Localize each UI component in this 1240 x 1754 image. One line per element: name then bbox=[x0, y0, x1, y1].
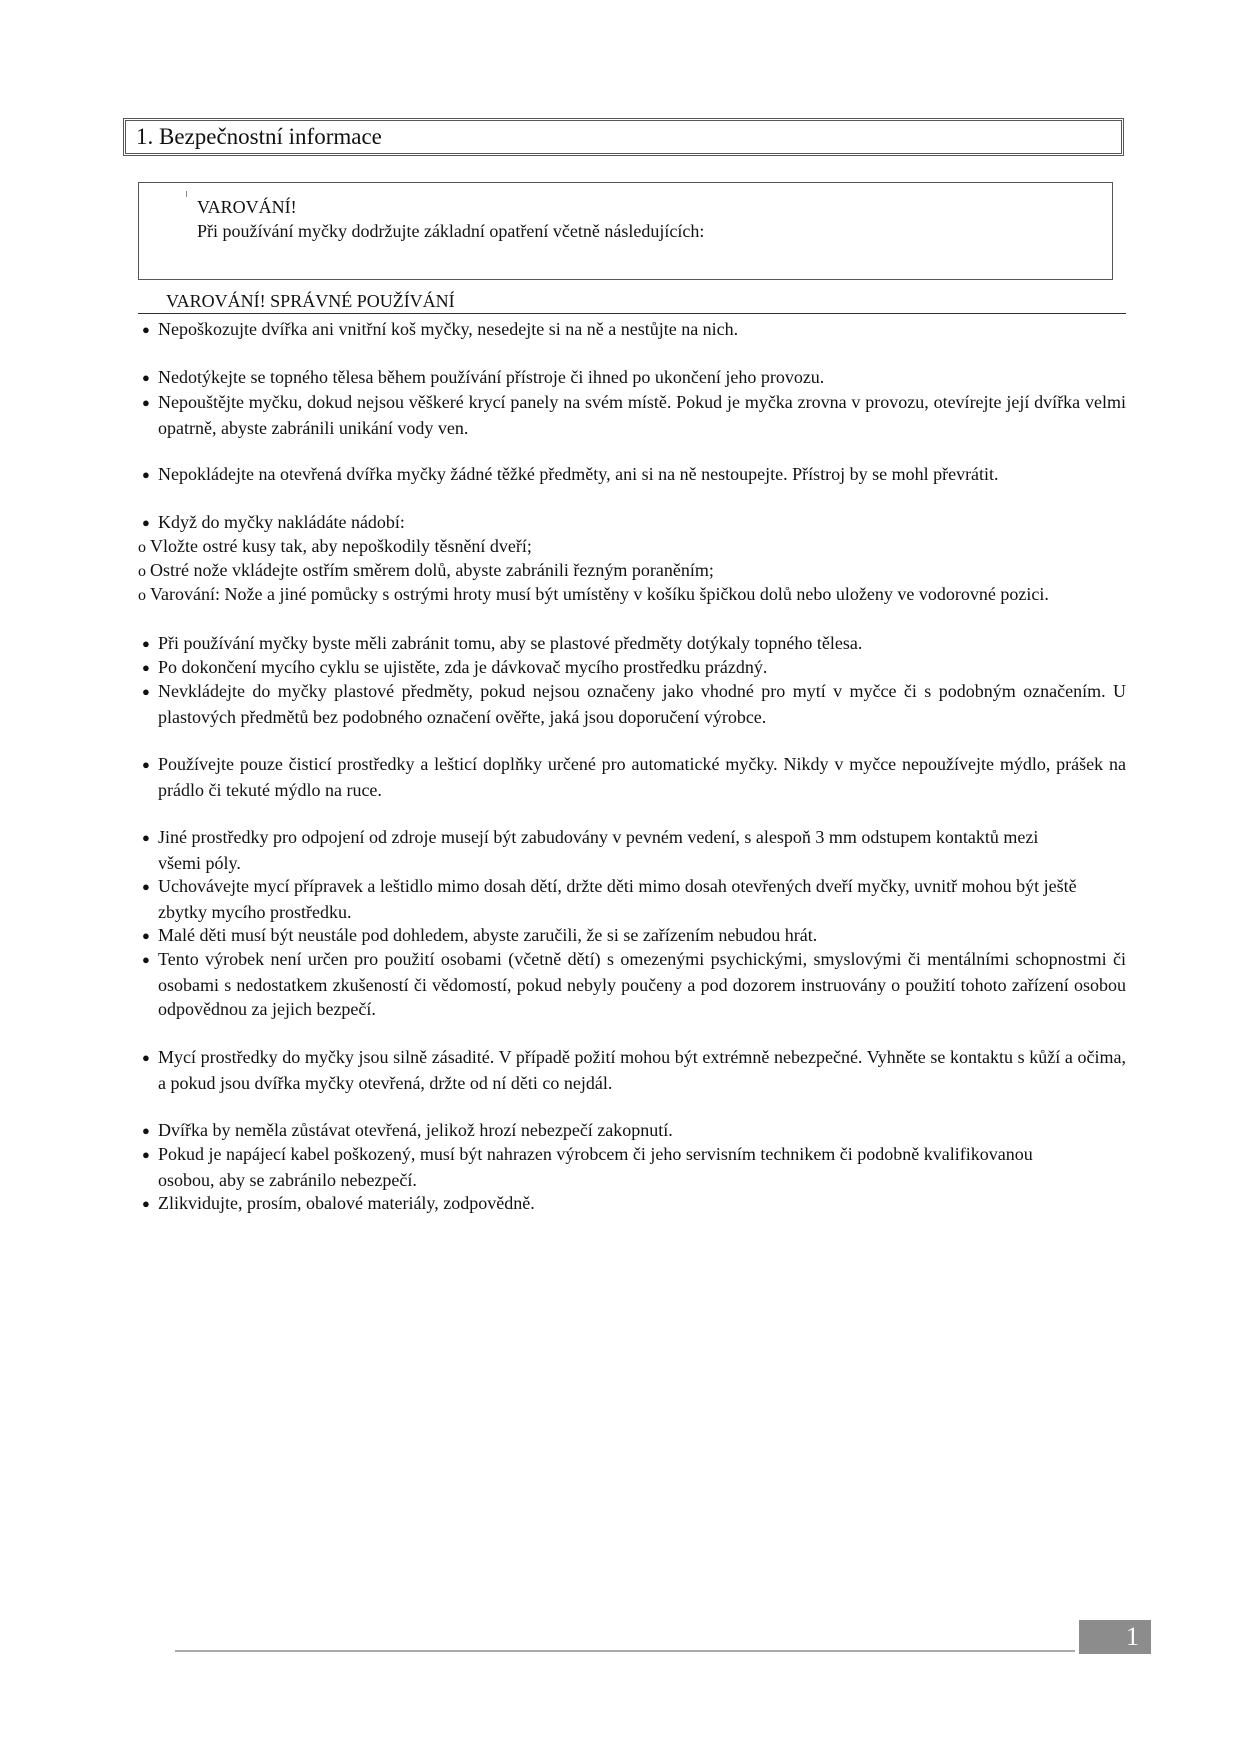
list-item: ● Pokud je napájecí kabel poškozený, musí být nahrazen výrobcem či jeho servisním technikem či podobně kvalifikovanou osobou, aby se zabránilo nebezpečí. bbox=[142, 1144, 1033, 1190]
heading-rule bbox=[138, 313, 1126, 314]
list-item: ● Jiné prostředky pro odpojení od zdroje musejí být zabudovány v pevném vedení, s alespoň 3 mm odstupem kontaktů mezi všemi póly. bbox=[142, 827, 1039, 873]
circle-bullet-icon: o bbox=[138, 587, 146, 604]
list-item: ● Nepoškozujte dvířka ani vnitřní koš myčky, nesedejte si na ně a nestůjte na nich. bbox=[142, 317, 1126, 343]
list-item: ● Dvířka by neměla zůstávat otevřená, jelikož hrozí nebezpečí zakopnutí. bbox=[142, 1118, 1126, 1144]
list-item: ● Zlikvidujte, prosím, obalové materiály, zodpovědně. bbox=[142, 1191, 1126, 1217]
sub-list-item: o Varování: Nože a jiné pomůcky s ostrými hroty musí být umístěny v košíku špičkou dolů nebo uloženy ve vodorovné pozici. bbox=[138, 582, 1063, 609]
list-item: ● Když do myčky nakládáte nádobí: bbox=[142, 510, 1126, 536]
bullet-icon: ● bbox=[142, 1196, 150, 1211]
list-item: ● Nepouštějte myčku, dokud nejsou věškeré krycí panely na svém místě. Pokud je myčka zrovna v provozu, otevírejte její dvířka velmi opatrně, abyste zabránili unikání vody ven. bbox=[142, 392, 1126, 438]
circle-bullet-icon: o bbox=[138, 563, 146, 580]
bullet-icon: ● bbox=[142, 1123, 150, 1138]
bullet-icon: ● bbox=[142, 660, 150, 675]
list-item: ● Nepokládejte na otevřená dvířka myčky žádné těžké předměty, ani si na ně nestoupejte. Přístroj by se mohl převrátit. bbox=[142, 462, 1072, 488]
list-item: ● Uchovávejte mycí přípravek a leštidlo mimo dosah dětí, držte děti mimo dosah otevřených dveří myčky, uvnitř mohou být ještě zbytky mycího prostředku. bbox=[142, 876, 1077, 922]
bullet-icon: ● bbox=[142, 1050, 150, 1065]
list-item: ● Nedotýkejte se topného tělesa během používání přístroje či ihned po ukončení jeho provozu. bbox=[142, 365, 1126, 391]
bullet-icon: ● bbox=[142, 636, 150, 651]
list-item: ● Používejte pouze čisticí prostředky a lešticí doplňky určené pro automatické myčky. Nikdy v myčce nepoužívejte mýdlo, prášek na prádlo či tekuté mýdlo na ruce. bbox=[142, 754, 1126, 800]
list-item: ● Tento výrobek není určen pro použití osobami (včetně dětí) s omezenými psychickými, smyslovými či mentálními schopnostmi či osobami s nedostatkem zkušeností či vědomostí, pokud nebyly poučeny a pod dozorem instruovány o použití tohoto zařízení osobou odpovědnou za jejich bezpečí. bbox=[142, 949, 1126, 1019]
section-title-box bbox=[123, 118, 1124, 156]
bullet-icon: ● bbox=[142, 952, 150, 967]
list-item: ● Po dokončení mycího cyklu se ujistěte, zda je dávkovač mycího prostředku prázdný. bbox=[142, 655, 1126, 681]
bullet-icon: ● bbox=[142, 879, 150, 894]
list-item: ● Nevkládejte do myčky plastové předměty, pokud nejsou označeny jako vhodné pro mytí v myčce či s podobným označením. U plastových předmětů bez podobného označení ověřte, jaká jsou doporučení výrobce. bbox=[142, 681, 1126, 727]
bullet-icon: ● bbox=[142, 467, 150, 482]
footer-rule bbox=[175, 1650, 1075, 1652]
bullet-icon: ● bbox=[142, 830, 150, 845]
list-item: ● Při používání myčky byste měli zabránit tomu, aby se plastové předměty dotýkaly topného tělesa. bbox=[142, 631, 1126, 657]
list-item: ● Malé děti musí být neustále pod dohledem, abyste zaručili, že si se zařízením nebudou hrát. bbox=[142, 923, 1126, 949]
warning-box bbox=[138, 182, 1113, 280]
list-item: ● Mycí prostředky do myčky jsou silně zásadité. V případě požití mohou být extrémně nebezpečné. Vyhněte se kontaktu s kůží a očima, a pokud jsou dvířka myčky otevřená, držte od ní děti co nejdál. bbox=[142, 1047, 1126, 1093]
sub-list-item: o Vložte ostré kusy tak, aby nepoškodily těsnění dveří; bbox=[138, 534, 1122, 561]
bullet-icon: ● bbox=[142, 684, 150, 699]
subsection-heading: VAROVÁNÍ! SPRÁVNÉ POUŽÍVÁNÍ bbox=[166, 291, 455, 311]
section-title: 1. Bezpečnostní informace bbox=[136, 124, 382, 149]
bullet-icon: ● bbox=[142, 322, 150, 337]
sub-list-item: o Ostré nože vkládejte ostřím směrem dolů, abyste zabránili řezným poraněním; bbox=[138, 558, 1122, 585]
page-number: 1 bbox=[1079, 1620, 1151, 1654]
warning-title: VAROVÁNÍ! bbox=[197, 197, 297, 217]
box-mark bbox=[186, 191, 187, 197]
bullet-icon: ● bbox=[142, 757, 150, 772]
bullet-icon: ● bbox=[142, 395, 150, 410]
bullet-icon: ● bbox=[142, 370, 150, 385]
warning-text: Při používání myčky dodržujte základní opatření včetně následujících: bbox=[197, 221, 705, 241]
bullet-icon: ● bbox=[142, 515, 150, 530]
circle-bullet-icon: o bbox=[138, 539, 146, 556]
bullet-icon: ● bbox=[142, 928, 150, 943]
bullet-icon: ● bbox=[142, 1147, 150, 1162]
